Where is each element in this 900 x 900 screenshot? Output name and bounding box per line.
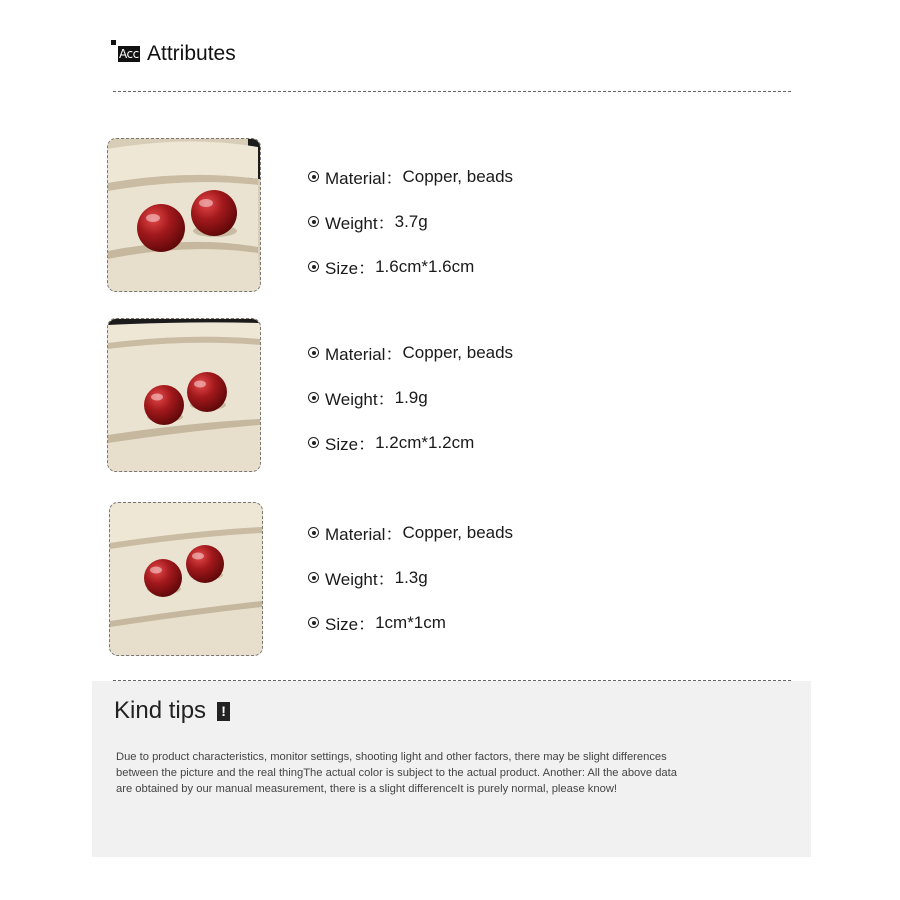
material-row-3 — [308, 520, 513, 545]
weight-label: Weight： — [325, 570, 395, 589]
weight-label: Weight： — [325, 390, 395, 409]
bullet-icon — [308, 572, 319, 583]
bullet-icon — [308, 261, 319, 272]
product-photo-3 — [109, 502, 263, 656]
bullet-icon — [308, 347, 319, 358]
kind-tips-title: Kind tips — [114, 697, 207, 724]
header-dot — [111, 40, 116, 45]
size-value: 1cm*1cm — [375, 612, 446, 632]
size-label: Size： — [325, 615, 376, 634]
bullet-icon — [308, 392, 319, 403]
weight-label: Weight： — [325, 214, 395, 233]
bullet-icon — [308, 527, 319, 538]
material-row-1 — [308, 164, 513, 189]
weight-row-2 — [308, 385, 428, 410]
material-row-2 — [308, 340, 513, 365]
bottom-divider — [113, 680, 791, 681]
bullet-icon — [308, 437, 319, 448]
material-value: Copper, beads — [402, 166, 514, 186]
weight-row-1 — [308, 209, 428, 234]
material-label: Material： — [325, 169, 403, 188]
page-title: Attributes — [147, 42, 236, 65]
weight-value: 1.3g — [394, 567, 428, 587]
size-value: 1.2cm*1.2cm — [375, 432, 475, 452]
weight-row-3 — [308, 565, 428, 590]
top-divider — [113, 91, 791, 92]
material-value: Copper, beads — [402, 342, 514, 362]
bullet-icon — [308, 171, 319, 182]
size-row-2 — [308, 430, 474, 455]
kind-tips-panel — [92, 681, 811, 857]
bullet-icon — [308, 216, 319, 227]
material-label: Material： — [325, 525, 403, 544]
material-label: Material： — [325, 345, 403, 364]
kind-tips-heading — [114, 697, 230, 725]
product-photo-2 — [107, 318, 261, 472]
size-label: Size： — [325, 259, 376, 278]
size-value: 1.6cm*1.6cm — [375, 256, 475, 276]
header-badge: Acc — [119, 47, 139, 61]
size-row-3 — [308, 610, 446, 635]
product-photo-1 — [107, 138, 261, 292]
exclamation-icon: ! — [217, 702, 230, 721]
material-value: Copper, beads — [402, 522, 514, 542]
weight-value: 1.9g — [394, 387, 428, 407]
size-label: Size： — [325, 435, 376, 454]
weight-value: 3.7g — [394, 211, 428, 231]
kind-tips-text: Due to product characteristics, monitor settings, shooting light and other factors, there may be slight differences between the picture and the real thingThe actual color is subject to the actual product. Another: All the above data are obtained by our manual measurement, there is a slight differenceIt is purely normal, please know! — [116, 751, 677, 795]
size-row-1 — [308, 254, 474, 279]
bullet-icon — [308, 617, 319, 628]
